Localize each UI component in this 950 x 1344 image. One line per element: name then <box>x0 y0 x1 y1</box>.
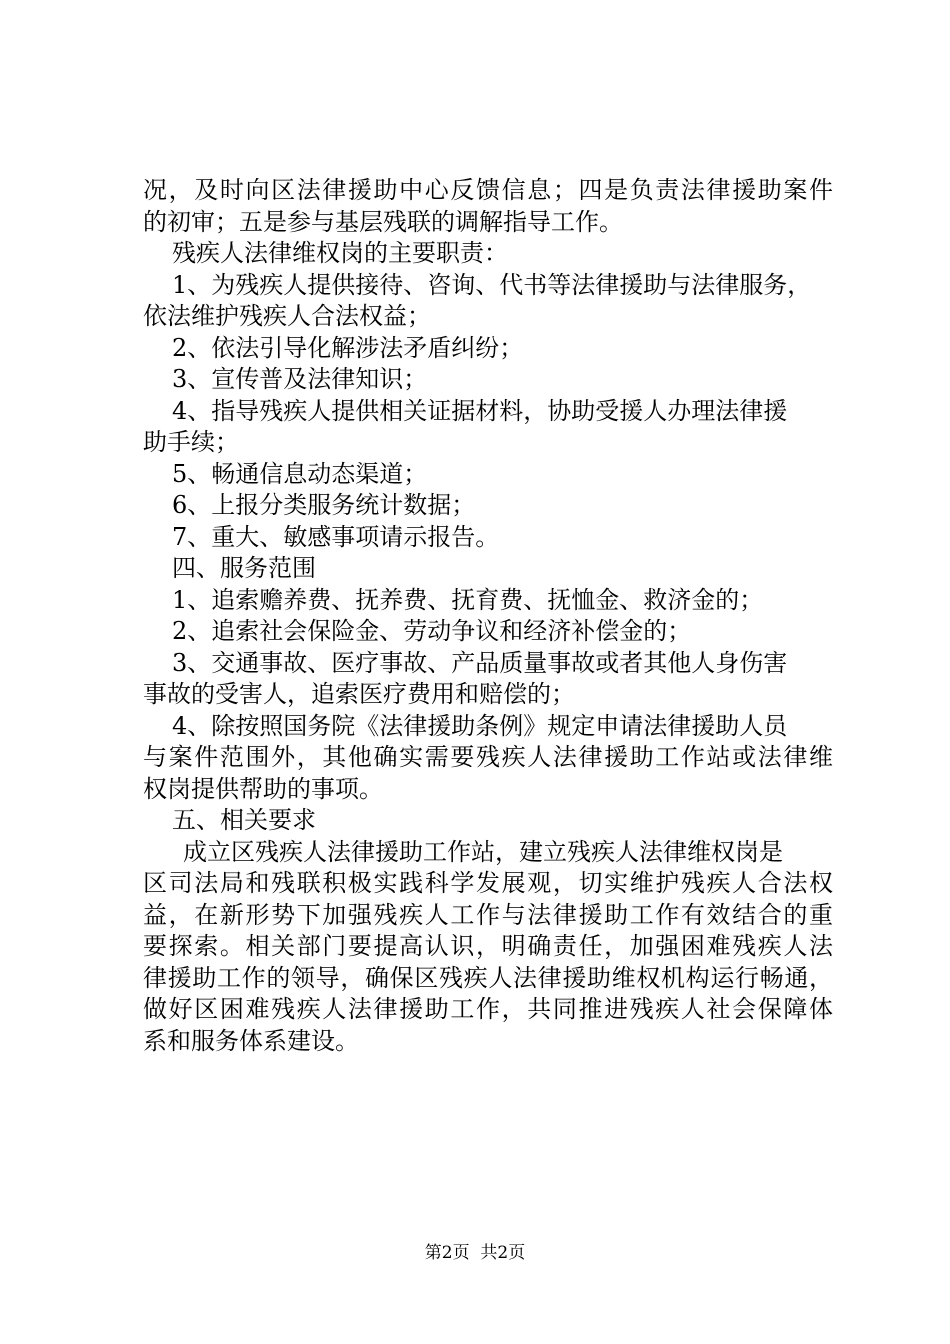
text-line: 3、宣传普及法律知识； <box>172 365 428 393</box>
text-line: 成立区残疾人法律援助工作站，建立残疾人法律维权岗是 <box>183 837 783 866</box>
text-line: 6、上报分类服务统计数据； <box>172 491 476 519</box>
page-number: 第2页 共2页 <box>424 1243 526 1263</box>
text-line: 要探索。相关部门要提高认识，明确责任，加强困难残疾人法 <box>143 932 833 960</box>
text-line: 5、畅通信息动态渠道； <box>172 459 428 488</box>
text-line: 权岗提供帮助的事项。 <box>143 774 383 803</box>
text-line: 依法维护残疾人合法权益； <box>143 302 431 330</box>
text-line: 做好区困难残疾人法律援助工作，共同推进残疾人社会保障体 <box>143 995 833 1023</box>
text-line: 益，在新形势下加强残疾人工作与法律援助工作有效结合的重 <box>143 900 833 929</box>
text-line: 2、追索社会保险金、劳动争议和经济补偿金的； <box>172 617 692 645</box>
page-footer <box>0 1243 950 1263</box>
text-line: 况，及时向区法律援助中心反馈信息；四是负责法律援助案件 <box>143 176 833 204</box>
text-line: 2、依法引导化解涉法矛盾纠纷； <box>172 333 524 362</box>
text-line: 7、重大、敏感事项请示报告。 <box>172 522 500 551</box>
text-line: 1、追索赡养费、抚养费、抚育费、抚恤金、救济金的； <box>172 585 764 614</box>
body-text <box>143 175 833 1057</box>
text-line: 事故的受害人，追索医疗费用和赔偿的； <box>143 680 575 708</box>
text-line: 助手续； <box>143 428 239 456</box>
text-line: 4、除按照国务院《法律援助条例》规定申请法律援助人员 <box>172 711 788 740</box>
text-line: 的初审；五是参与基层残联的调解指导工作。 <box>143 207 623 236</box>
text-line: 残疾人法律维权岗的主要职责： <box>172 239 508 267</box>
text-line: 3、交通事故、医疗事故、产品质量事故或者其他人身伤害 <box>172 648 788 677</box>
section-heading: 五、相关要求 <box>172 806 316 834</box>
text-line: 1、为残疾人提供接待、咨询、代书等法律援助与法律服务， <box>172 270 812 299</box>
section-heading: 四、服务范围 <box>172 554 316 582</box>
text-line: 区司法局和残联积极实践科学发展观，切实维护残疾人合法权 <box>143 869 833 897</box>
text-line: 系和服务体系建设。 <box>143 1026 359 1055</box>
text-line: 4、指导残疾人提供相关证据材料，协助受援人办理法律援 <box>172 396 788 425</box>
text-line: 律援助工作的领导，确保区残疾人法律援助维权机构运行畅通， <box>143 963 833 992</box>
text-line: 与案件范围外，其他确实需要残疾人法律援助工作站或法律维 <box>143 743 833 771</box>
